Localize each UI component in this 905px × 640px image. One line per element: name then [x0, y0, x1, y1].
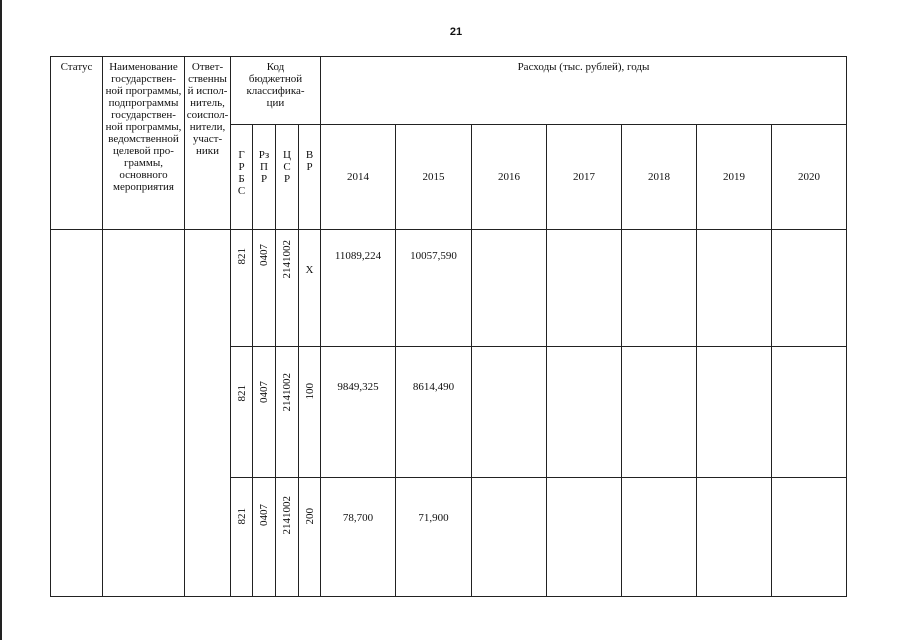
value-2017: [547, 347, 622, 478]
header-expenses: Расходы (тыс. рублей), годы: [321, 57, 847, 125]
header-grbs: Г Р Б С: [231, 125, 253, 230]
vr-cell: Х: [299, 230, 321, 347]
header-csr: Ц С Р: [276, 125, 299, 230]
value-2020: [772, 347, 847, 478]
value-2015: 8614,490: [396, 347, 472, 478]
header-responsible: Ответ- ственны й испол- нитель, соиспол- нители, участ- ники: [185, 57, 231, 230]
value-2020: [772, 230, 847, 347]
csr-cell: 2141002: [276, 347, 299, 478]
header-budget-code: Код бюджетной классифика- ции: [231, 57, 321, 125]
value-2016: [472, 230, 547, 347]
value-2014: 11089,224: [321, 230, 396, 347]
value-2020: [772, 478, 847, 597]
year-2019: 2019: [697, 125, 772, 230]
page-left-border: [0, 0, 2, 640]
value-2019: [697, 347, 772, 478]
responsible-cell: [185, 230, 231, 597]
table-row: [51, 230, 847, 347]
csr-cell: 2141002: [276, 230, 299, 347]
header-vr: В Р: [299, 125, 321, 230]
year-2015: 2015: [396, 125, 472, 230]
value-2017: [547, 478, 622, 597]
rzpr-cell: 0407: [253, 478, 276, 597]
value-2015: 10057,590: [396, 230, 472, 347]
grbs-cell: 821: [231, 347, 253, 478]
value-2019: [697, 230, 772, 347]
year-2020: 2020: [772, 125, 847, 230]
vr-cell: 200: [299, 478, 321, 597]
value-2016: [472, 478, 547, 597]
csr-cell: 2141002: [276, 478, 299, 597]
value-2018: [622, 347, 697, 478]
header-status: Статус: [51, 57, 103, 230]
header-rzpr: Рз П Р: [253, 125, 276, 230]
program-name-cell: [103, 230, 185, 597]
value-2015: 71,900: [396, 478, 472, 597]
header-program-name: Наименование государствен- ной программы, подпрограммы государствен- ной программы, ведомственной целевой про- граммы, основного мероприятия: [103, 57, 185, 230]
rzpr-cell: 0407: [253, 347, 276, 478]
grbs-cell: 821: [231, 230, 253, 347]
year-2014: 2014: [321, 125, 396, 230]
year-2017: 2017: [547, 125, 622, 230]
year-2018: 2018: [622, 125, 697, 230]
grbs-cell: 821: [231, 478, 253, 597]
value-2019: [697, 478, 772, 597]
value-2018: [622, 230, 697, 347]
value-2014: 9849,325: [321, 347, 396, 478]
page-number: 21: [449, 26, 463, 38]
budget-expenses-table: [50, 56, 847, 597]
value-2017: [547, 230, 622, 347]
vr-cell: 100: [299, 347, 321, 478]
status-cell: [51, 230, 103, 597]
rzpr-cell: 0407: [253, 230, 276, 347]
value-2014: 78,700: [321, 478, 396, 597]
year-2016: 2016: [472, 125, 547, 230]
value-2018: [622, 478, 697, 597]
value-2016: [472, 347, 547, 478]
